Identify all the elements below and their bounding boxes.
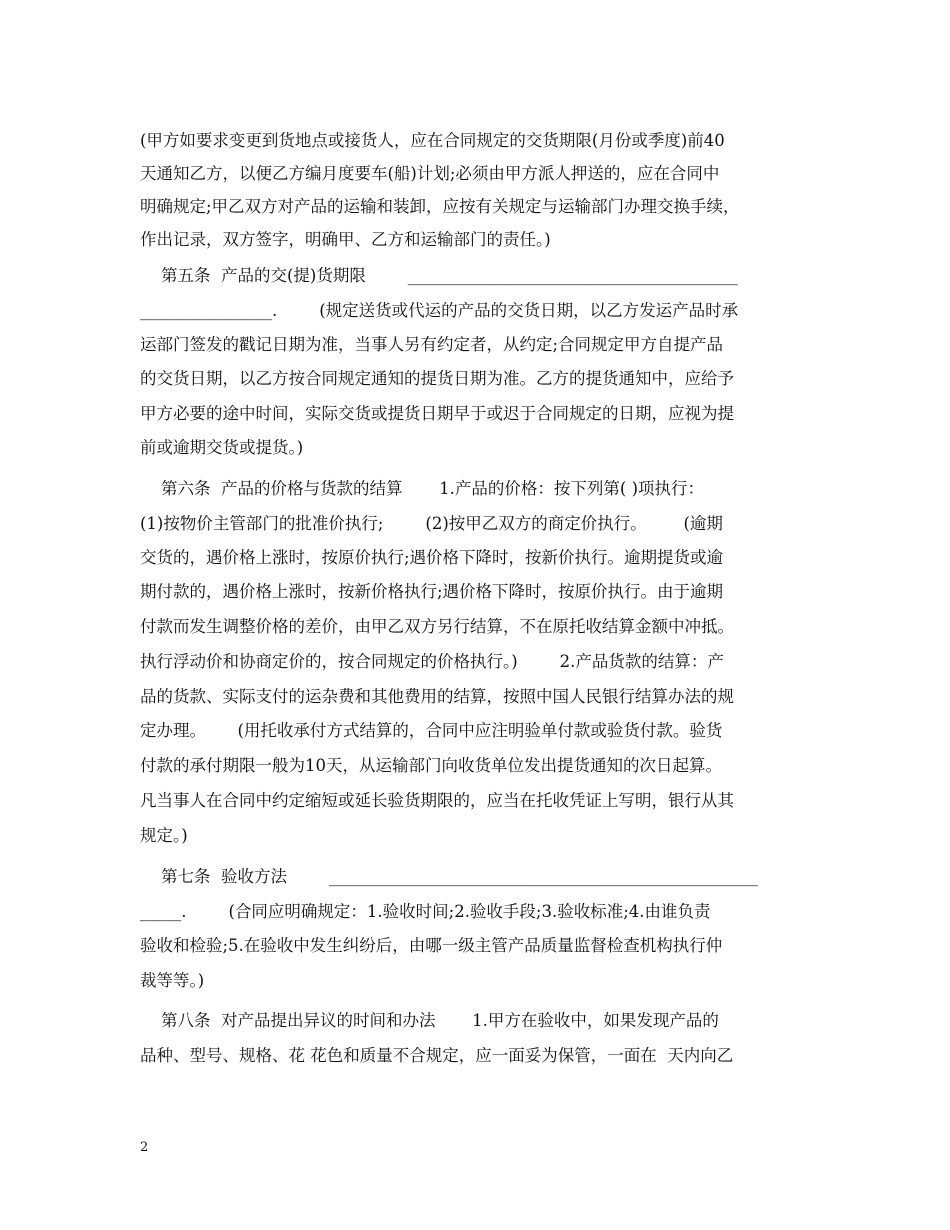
- text-line: 天通知乙方，以便乙方编月度要车(船)计划;必须由甲方派人押送的，应在合同中: [140, 164, 720, 183]
- text-line: 交货的，遇价格上涨时，按原价执行;遇价格下降时，按新价执行。逾期提货或逾: [140, 548, 724, 567]
- text-line: 品种、型号、规格、花 花色和质量不合规定，应一面妥为保管，一面在 天内向乙: [140, 1046, 734, 1065]
- text-line: 明确规定;甲乙双方对产品的运输和装卸，应按有关规定与运输部门办理交换手续，: [140, 197, 740, 216]
- article-5-heading: 第五条 产品的交(提)货期限 ________________________________________: [140, 266, 738, 285]
- text-line: 执行浮动价和协商定价的，按合同规定的价格执行。) 2.产品货款的结算：产: [140, 652, 724, 671]
- page-number: 2: [140, 1140, 149, 1155]
- text-line: 品的货款、实际支付的运杂费和其他费用的结算，按照中国人民银行结算办法的规: [140, 687, 734, 706]
- text-line: 付款的承付期限一般为10天，从运输部门向收货单位发出提货通知的次日起算。: [140, 756, 722, 775]
- text-line: (甲方如要求变更到货地点或接货人，应在合同规定的交货期限(月份或季度)前40: [140, 131, 725, 150]
- text-line: 期付款的，遇价格上涨时，按新价格执行;遇价格下降时，按原价执行。由于逾期: [140, 582, 724, 601]
- text-line: ________________. (规定送货或代运的产品的交货日期，以乙方发运产品时承: [140, 301, 739, 320]
- text-line: 付款而发生调整价格的差价，由甲乙双方另行结算，不在原托收结算金额中冲抵。: [140, 617, 734, 636]
- article-6-heading: 第六条 产品的价格与货款的结算 1.产品的价格：按下列第( )项执行：: [140, 479, 705, 498]
- text-line: 的交货日期，以乙方按合同规定通知的提货日期为准。乙方的提货通知中，应给予: [140, 369, 734, 388]
- text-line: 裁等等。): [140, 971, 205, 990]
- text-line: 凡当事人在合同中约定缩短或延长验货期限的，应当在托收凭证上写明，银行从其: [140, 791, 734, 810]
- text-line: _____. (合同应明确规定：1.验收时间;2.验收手段;3.验收标准;4.由谁负责: [140, 902, 711, 921]
- text-line: 运部门签发的戳记日期为准，当事人另有约定者，从约定;合同规定甲方自提产品: [140, 335, 724, 354]
- text-line: 定办理。 (用托收承付方式结算的，合同中应注明验单付款或验货付款。验货: [140, 721, 723, 740]
- text-line: 验收和检验;5.在验收中发生纠纷后，由哪一级主管产品质量监督检查机构执行仲: [140, 936, 723, 955]
- text-line: 作出记录，双方签字，明确甲、乙方和运输部门的责任。): [140, 230, 551, 249]
- article-7-heading: 第七条 验收方法 ____________________________________________________: [140, 867, 758, 886]
- article-8-heading: 第八条 对产品提出异议的时间和办法 1.甲方在验收中，如果发现产品的: [140, 1011, 719, 1030]
- text-line: 甲方必要的途中时间，实际交货或提货日期早于或迟于合同规定的日期，应视为提: [140, 404, 734, 423]
- text-line: 规定。): [140, 826, 188, 845]
- text-line: 前或逾期交货或提货。): [140, 438, 304, 457]
- text-line: (1)按物价主管部门的批准价执行; (2)按甲乙双方的商定价执行。 (逾期: [140, 514, 723, 533]
